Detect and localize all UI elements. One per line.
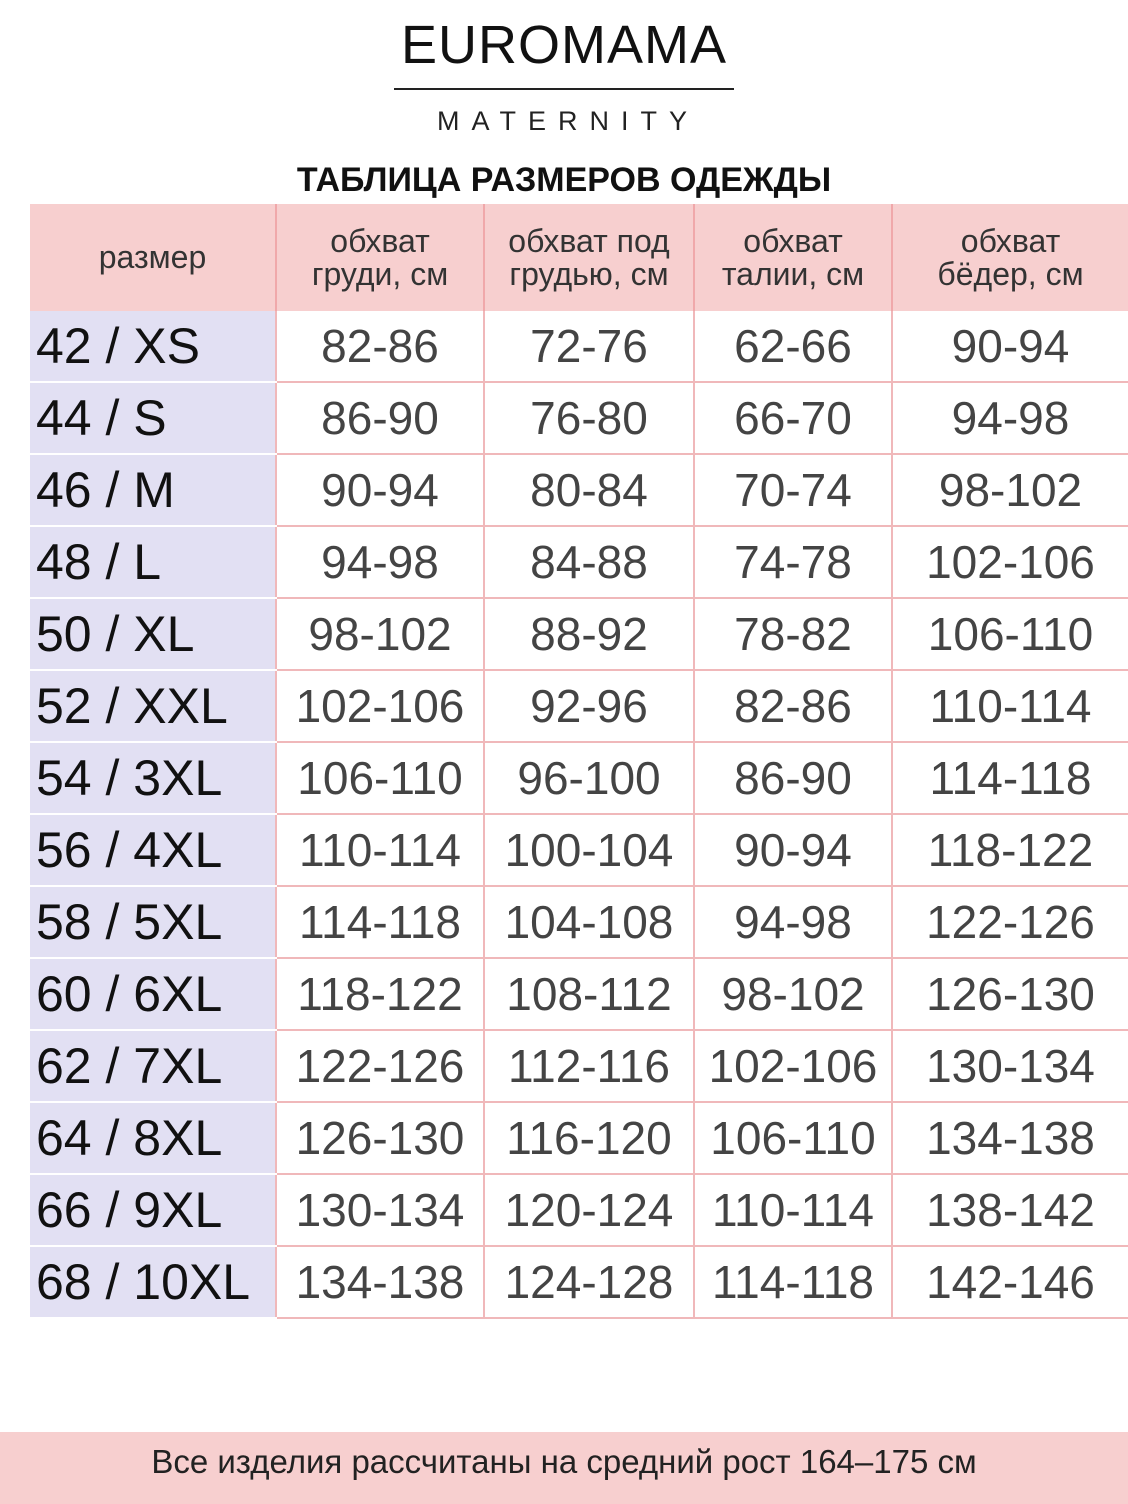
header-size-label: размер: [98, 239, 207, 275]
table-row: [30, 1102, 1128, 1174]
header-waist: [694, 204, 892, 311]
header-chest: [276, 204, 484, 311]
cell-underbust: 84-88: [484, 526, 694, 598]
header-underbust: [484, 204, 694, 311]
cell-chest: 114-118: [276, 886, 484, 958]
cell-size: 50 / XL: [30, 598, 276, 670]
cell-hips: 126-130: [892, 958, 1128, 1030]
cell-chest: 118-122: [276, 958, 484, 1030]
cell-underbust: 100-104: [484, 814, 694, 886]
table-row: [30, 598, 1128, 670]
header-size: [30, 204, 276, 311]
cell-chest: 82-86: [276, 311, 484, 382]
cell-waist: 102-106: [694, 1030, 892, 1102]
cell-waist: 74-78: [694, 526, 892, 598]
cell-hips: 118-122: [892, 814, 1128, 886]
cell-underbust: 120-124: [484, 1174, 694, 1246]
cell-hips: 122-126: [892, 886, 1128, 958]
header-underbust-line1: обхват под: [508, 222, 670, 259]
cell-size: 54 / 3XL: [30, 742, 276, 814]
cell-waist: 90-94: [694, 814, 892, 886]
cell-size: 62 / 7XL: [30, 1030, 276, 1102]
cell-underbust: 76-80: [484, 382, 694, 454]
cell-size: 60 / 6XL: [30, 958, 276, 1030]
cell-chest: 86-90: [276, 382, 484, 454]
cell-waist: 106-110: [694, 1102, 892, 1174]
brand-divider: [394, 88, 734, 90]
cell-hips: 110-114: [892, 670, 1128, 742]
cell-underbust: 124-128: [484, 1246, 694, 1318]
footer-note: Все изделия рассчитаны на средний рост 164–175 см: [0, 1432, 1128, 1504]
cell-hips: 102-106: [892, 526, 1128, 598]
cell-chest: 94-98: [276, 526, 484, 598]
brand-subtitle: MATERNITY: [437, 106, 699, 136]
cell-hips: 130-134: [892, 1030, 1128, 1102]
header-chest-line1: обхват: [330, 222, 430, 259]
cell-hips: 134-138: [892, 1102, 1128, 1174]
cell-size: 42 / XS: [30, 311, 276, 382]
header-hips-line1: обхват: [960, 222, 1061, 259]
cell-size: 46 / M: [30, 454, 276, 526]
cell-hips: 98-102: [892, 454, 1128, 526]
cell-underbust: 108-112: [484, 958, 694, 1030]
cell-size: 48 / L: [30, 526, 276, 598]
cell-underbust: 116-120: [484, 1102, 694, 1174]
cell-chest: 106-110: [276, 742, 484, 814]
cell-underbust: 88-92: [484, 598, 694, 670]
cell-waist: 70-74: [694, 454, 892, 526]
header-waist-line1: обхват: [743, 222, 843, 259]
cell-waist: 114-118: [694, 1246, 892, 1318]
table-row: [30, 382, 1128, 454]
header-hips: [892, 204, 1128, 311]
cell-hips: 142-146: [892, 1246, 1128, 1318]
table-row: [30, 742, 1128, 814]
cell-waist: 94-98: [694, 886, 892, 958]
cell-waist: 66-70: [694, 382, 892, 454]
cell-size: 58 / 5XL: [30, 886, 276, 958]
size-table: [30, 204, 1128, 1319]
cell-waist: 78-82: [694, 598, 892, 670]
cell-waist: 110-114: [694, 1174, 892, 1246]
cell-waist: 86-90: [694, 742, 892, 814]
cell-chest: 102-106: [276, 670, 484, 742]
cell-underbust: 96-100: [484, 742, 694, 814]
cell-chest: 90-94: [276, 454, 484, 526]
cell-size: 64 / 8XL: [30, 1102, 276, 1174]
header-waist-line2: талии, см: [721, 255, 865, 292]
cell-chest: 122-126: [276, 1030, 484, 1102]
cell-underbust: 104-108: [484, 886, 694, 958]
table-row: [30, 814, 1128, 886]
cell-size: 52 / XXL: [30, 670, 276, 742]
cell-chest: 130-134: [276, 1174, 484, 1246]
cell-waist: 98-102: [694, 958, 892, 1030]
cell-size: 68 / 10XL: [30, 1246, 276, 1318]
table-row: [30, 311, 1128, 382]
cell-chest: 110-114: [276, 814, 484, 886]
table-row: [30, 526, 1128, 598]
table-row: [30, 1030, 1128, 1102]
cell-underbust: 112-116: [484, 1030, 694, 1102]
table-row: [30, 958, 1128, 1030]
cell-size: 56 / 4XL: [30, 814, 276, 886]
table-row: [30, 670, 1128, 742]
cell-hips: 106-110: [892, 598, 1128, 670]
cell-chest: 134-138: [276, 1246, 484, 1318]
cell-waist: 62-66: [694, 311, 892, 382]
cell-size: 66 / 9XL: [30, 1174, 276, 1246]
cell-chest: 126-130: [276, 1102, 484, 1174]
cell-underbust: 92-96: [484, 670, 694, 742]
table-row: [30, 1246, 1128, 1318]
table-row: [30, 1174, 1128, 1246]
table-header-row: [30, 204, 1128, 311]
cell-hips: 138-142: [892, 1174, 1128, 1246]
cell-hips: 94-98: [892, 382, 1128, 454]
header-underbust-line2: грудью, см: [509, 255, 669, 292]
brand-name: EUROMAMA: [400, 15, 727, 75]
cell-hips: 90-94: [892, 311, 1128, 382]
cell-size: 44 / S: [30, 382, 276, 454]
header-hips-line2: бёдер, см: [937, 255, 1084, 292]
page-title: ТАБЛИЦА РАЗМЕРОВ ОДЕЖДЫ: [296, 161, 832, 199]
table-row: [30, 886, 1128, 958]
cell-hips: 114-118: [892, 742, 1128, 814]
table-row: [30, 454, 1128, 526]
cell-waist: 82-86: [694, 670, 892, 742]
cell-underbust: 72-76: [484, 311, 694, 382]
cell-underbust: 80-84: [484, 454, 694, 526]
header-chest-line2: груди, см: [311, 255, 449, 292]
cell-chest: 98-102: [276, 598, 484, 670]
